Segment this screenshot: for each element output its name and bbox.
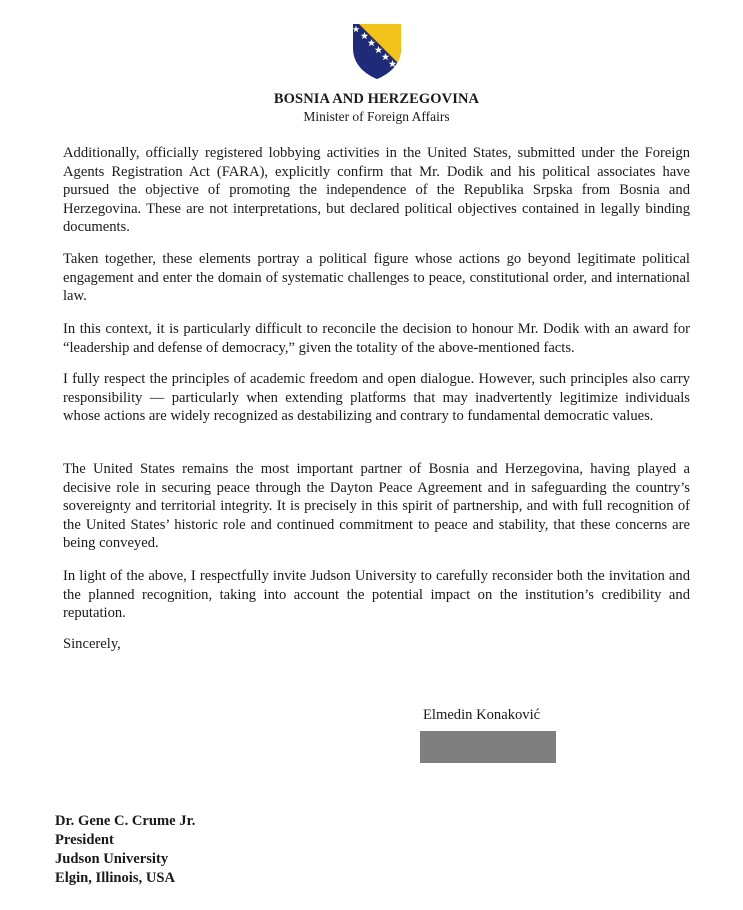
recipient-institution: Judson University — [55, 851, 169, 867]
body-paragraph: The United States remains the most important partner of Bosnia and Herzegovina, having played a decisive role in securing peace through the Dayton Peace Agreement and in safeguarding the country’s sovereignty and territorial integrity. It is precisely in this spirit of partnership, and with full recognition of the United States’ historic role and continued commitment to peace and stability, that these concerns are being conveyed. — [63, 461, 690, 552]
body-paragraph: I fully respect the principles of academic freedom and open dialogue. However, such principles also carry responsibility — particularly when extending platforms that may inadvertently legitimize individuals whose actions are widely recognized as destabilizing and contrary to fundamental democratic values. — [63, 371, 690, 425]
body-paragraph: In light of the above, I respectfully invite Judson University to carefully reconsider both the invitation and the planned recognition, taking into account the potential impact on the institution’s credibility and reputation. — [63, 568, 690, 622]
signer-name: Elmedin Konaković — [423, 707, 541, 723]
letterhead-country: BOSNIA AND HERZEGOVINA — [273, 91, 480, 107]
closing-salutation: Sincerely, — [63, 636, 121, 652]
signature-redaction — [420, 731, 556, 763]
recipient-title: President — [55, 832, 114, 848]
recipient-address — [55, 812, 195, 888]
recipient-name: Dr. Gene C. Crume Jr. — [55, 813, 196, 829]
letterhead-office: Minister of Foreign Affairs — [303, 109, 450, 124]
body-paragraph: In this context, it is particularly difficult to reconcile the decision to honour Mr. Dodik with an award for “leadership and defense of democracy,” given the totality of the above-mentioned facts. — [63, 321, 690, 356]
body-paragraph: Additionally, officially registered lobbying activities in the United States, submitted under the Foreign Agents Registration Act (FARA), explicitly confirm that Mr. Dodik and his political associates have pursued the objective of promoting the independence of the Republika Srpska from Bosnia and Herzegovina. These are not interpretations, but declared political objectives contained in legally binding documents. — [63, 145, 690, 236]
recipient-location: Elgin, Illinois, USA — [55, 870, 176, 886]
body-paragraph: Taken together, these elements portray a political figure whose actions go beyond legitimate political engagement and enter the domain of systematic challenges to peace, constitutional order, and international law. — [63, 251, 690, 305]
coat-of-arms-icon — [351, 22, 403, 80]
